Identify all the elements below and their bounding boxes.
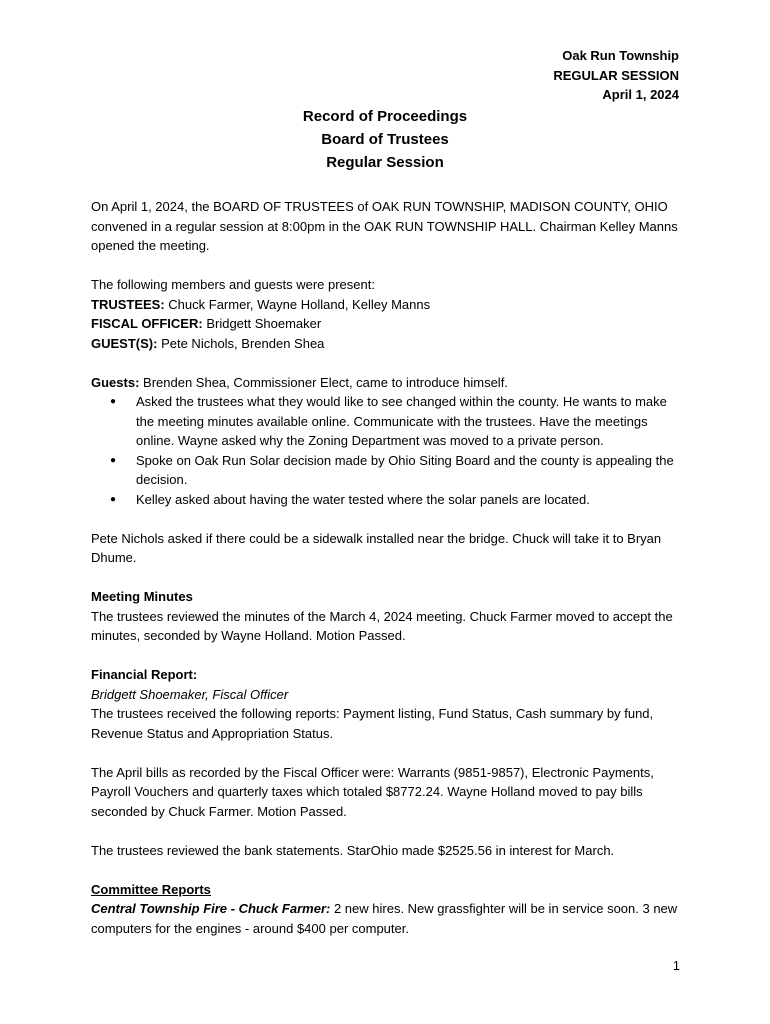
list-item: ● Kelley asked about having the water tested where the solar panels are located. [136,490,681,510]
guests-names: Pete Nichols, Brenden Shea [161,335,325,351]
fire-report [91,899,681,938]
guests-section [91,373,681,393]
minutes-text: The trustees reviewed the minutes of the March 4, 2024 meeting. Chuck Farmer moved to accept the minutes, seconded by Wayne Holland. Motion Passed. [91,608,673,643]
fire-report-text: 2 new hires. New grassfighter will be in service soon. 3 new computers for the engines - around $400 per computer. [91,901,678,936]
fire-report-label: Central Township Fire - Chuck Farmer: [91,901,331,916]
guests-bullet-list [91,392,681,509]
title-line-2: Board of Trustees [321,131,449,148]
document-header [553,46,679,105]
fiscal-officer-label: FISCAL OFFICER: [91,316,203,331]
page-number: 1 [672,958,680,973]
document-body [91,197,681,938]
list-item: ● Spoke on Oak Run Solar decision made by Ohio Siting Board and the county is appealing the decision. [136,451,681,490]
title-line-1: Record of Proceedings [302,108,468,125]
fiscal-officer-subtitle: Bridgett Shoemaker, Fiscal Officer [91,686,289,702]
minutes-heading: Meeting Minutes [91,589,193,604]
guests-line [91,334,681,354]
fiscal-officer-name: Bridgett Shoemaker [206,316,322,331]
trustees-names: Chuck Farmer, Wayne Holland, Kelley Manns [168,296,431,312]
guests-section-label: Guests: [91,374,140,390]
township-name: Oak Run Township [562,48,679,63]
fiscal-officer-line [91,314,681,334]
meeting-date: April 1, 2024 [602,87,679,102]
financial-heading: Financial Report: [91,667,198,682]
bills-paragraph: The April bills as recorded by the Fiscal Officer were: Warrants (9851-9857), Electronic Payments, Payroll Vouchers and quarterly taxes which totaled $8772.24. Wayne Holland moved to pay bills seconded by Chuck Farmer. Motion Passed. [91,764,654,819]
trustees-label: TRUSTEES: [91,296,165,312]
guests-label: GUEST(S): [91,335,158,351]
document-title [0,105,770,174]
title-line-3: Regular Session [326,154,444,171]
sidewalk-paragraph: Pete Nichols asked if there could be a sidewalk installed near the bridge. Chuck will take it to Bryan Dhume. [91,530,662,565]
list-item: ● Asked the trustees what they would like to see changed within the county. He wants to make the meeting minutes available online. Communicate with the trustees. Have the meetings online. Wayne asked why the Zoning Department was moved to a private person. [136,392,681,451]
session-type: REGULAR SESSION [553,67,679,83]
attendance-lead: The following members and guests were present: [91,277,375,292]
guests-section-text: Brenden Shea, Commissioner Elect, came to introduce himself. [143,374,508,390]
intro-paragraph: On April 1, 2024, the BOARD OF TRUSTEES of OAK RUN TOWNSHIP, MADISON COUNTY, OHIO convened in a regular session at 8:00pm in the OAK RUN TOWNSHIP HALL. Chairman Kelley Manns opened the meeting. [91,199,678,253]
trustees-line [91,295,681,315]
committee-heading: Committee Reports [91,881,211,897]
bank-statements-paragraph: The trustees reviewed the bank statements. StarOhio made $2525.56 in interest for March. [91,842,615,858]
financial-reports-text: The trustees received the following reports: Payment listing, Fund Status, Cash summary by fund, Revenue Status and Appropriation Status. [91,706,654,741]
